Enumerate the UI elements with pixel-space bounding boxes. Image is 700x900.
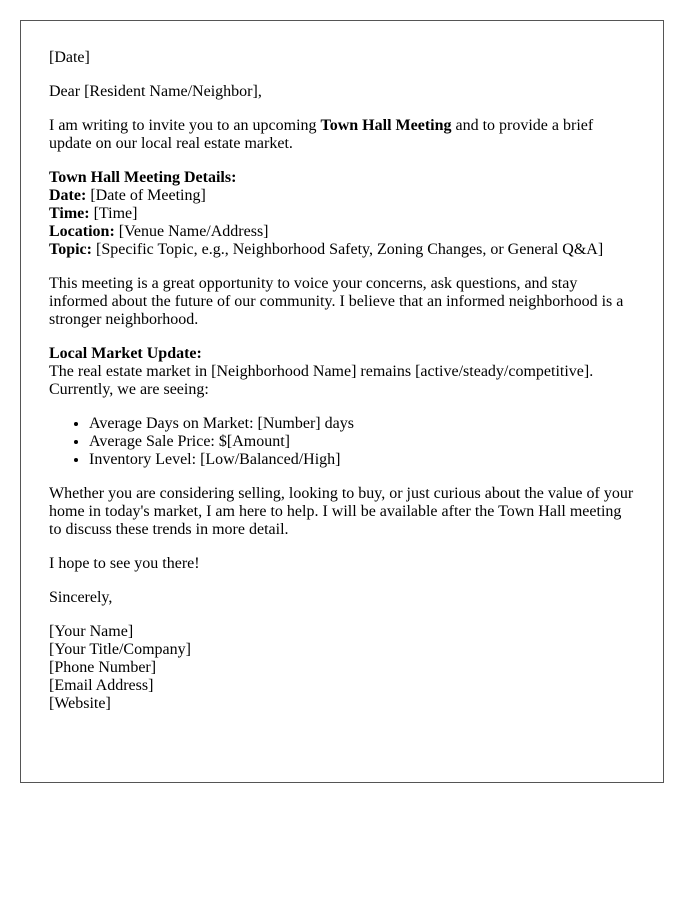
intro-paragraph — [49, 117, 635, 153]
detail-label: Time: — [49, 205, 90, 222]
signature-website: [Website] — [49, 695, 111, 712]
market-stats-list — [49, 415, 635, 469]
intro-bold: Town Hall Meeting — [320, 117, 452, 134]
letter — [20, 20, 664, 783]
opportunity-paragraph: This meeting is a great opportunity to voice your concerns, ask questions, and stay informed about the future of our community. I believe that an informed neighborhood is a stronger neighborhood. — [49, 275, 624, 328]
detail-value: [Time] — [89, 205, 138, 222]
intro-text-end: and to provide a brief update on our local real estate market. — [49, 117, 594, 152]
detail-value: [Date of Meeting] — [86, 187, 206, 204]
detail-value: [Venue Name/Address] — [114, 223, 269, 240]
list-item: • Average Sale Price: $[Amount] — [89, 433, 635, 451]
detail-label: Location: — [49, 223, 115, 240]
detail-label: Date: — [49, 187, 87, 204]
signature-email: [Email Address] — [49, 677, 154, 694]
meeting-heading: Town Hall Meeting Details: — [49, 169, 237, 186]
signature-title: [Your Title/Company] — [49, 641, 191, 658]
list-item: • Inventory Level: [Low/Balanced/High] — [89, 451, 635, 469]
signature-block — [49, 623, 635, 713]
intro-text: I am writing to invite you to an upcoming — [49, 117, 321, 134]
signature-phone: [Phone Number] — [49, 659, 157, 676]
detail-label: Topic: — [49, 241, 92, 258]
detail-value: [Specific Topic, e.g., Neighborhood Safety, Zoning Changes, or General Q&A] — [91, 241, 604, 258]
hope-paragraph: I hope to see you there! — [49, 555, 200, 572]
market-heading: Local Market Update: — [49, 345, 202, 362]
market-update — [49, 345, 635, 399]
list-item: • Average Days on Market: [Number] days — [89, 415, 635, 433]
help-paragraph: Whether you are considering selling, looking to buy, or just curious about the value of your home in today's market, I am here to help. I will be available after the Town Hall meeting to discuss these trends in more detail. — [49, 485, 634, 538]
market-text: The real estate market in [Neighborhood Name] remains [active/steady/competitive]. Currently, we are seeing: — [49, 363, 594, 398]
closing: Sincerely, — [49, 589, 113, 606]
signature-name: [Your Name] — [49, 623, 134, 640]
meeting-details — [49, 169, 635, 259]
date: [Date] — [49, 49, 90, 66]
salutation: Dear [Resident Name/Neighbor], — [49, 83, 262, 100]
